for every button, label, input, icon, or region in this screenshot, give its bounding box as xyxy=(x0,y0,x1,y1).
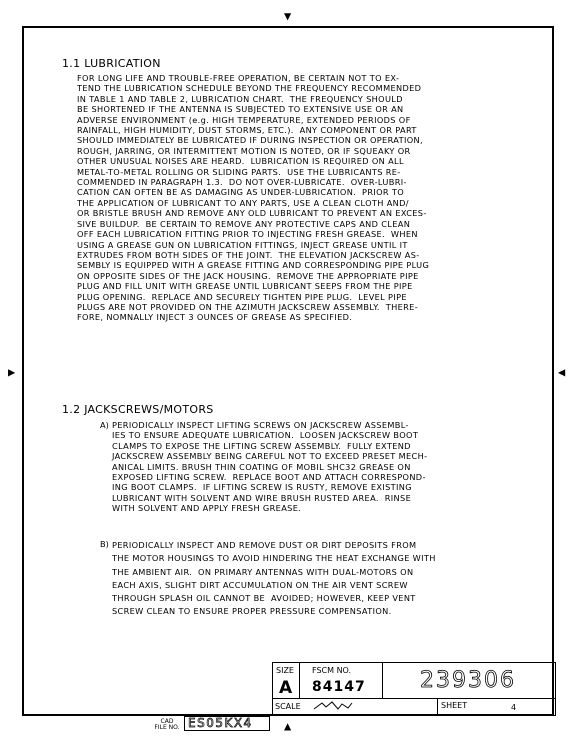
bottom-center-arrow: ▲ xyxy=(284,719,292,733)
text-line: SIVE BUILDUP. BE CERTAIN TO REMOVE ANY PROTECTIVE CAPS AND CLEAN xyxy=(77,218,411,229)
sheet-value: 4 xyxy=(511,703,517,712)
text-line: PLUGS ARE NOT PROVIDED ON THE AZIMUTH JACKSCREW ASSEMBLY. THERE- xyxy=(77,301,418,312)
text-line: SHOULD IMMEDIATELY BE LUBRICATED IF DURING INSPECTION OR OPERATION, xyxy=(77,135,423,146)
scale-scribble xyxy=(312,699,354,713)
size-label: SIZE xyxy=(276,666,294,675)
text-line: EXTRUDES FROM BOTH SIDES OF THE JOINT. THE ELEVATION JACKSCREW AS- xyxy=(77,249,420,260)
text-line: JACKSCREW ASSEMBLY BEING CAREFUL NOT TO EXCEED PRESET MECH- xyxy=(112,451,428,462)
text-line: IES TO ENSURE ADEQUATE LUBRICATION. LOOSEN JACKSCREW BOOT xyxy=(112,430,419,441)
left-center-arrow: ▶ xyxy=(8,365,16,379)
text-line: COMMENDED IN PARAGRAPH 1.3. DO NOT OVER-LUBRICATE. OVER-LUBRI- xyxy=(77,177,407,188)
text-line: CATION CAN OFTEN BE AS DAMAGING AS UNDER-LUBRICATION. PRIOR TO xyxy=(77,187,405,198)
item-a-marker: A) xyxy=(100,420,109,430)
cad-label-bottom: FILE NO. xyxy=(154,724,180,731)
cad-label-top: CAD xyxy=(160,718,174,725)
text-line: THE APPLICATION OF LUBRICANT TO ANY PARTS, USE A CLEAN CLOTH AND/ xyxy=(77,197,409,208)
text-line: OR BRISTLE BRUSH AND REMOVE ANY OLD LUBRICANT TO PREVENT AN EXCES- xyxy=(77,208,427,219)
text-line: LUBRICANT WITH SOLVENT AND WIRE BRUSH RUSTED AREA. RINSE xyxy=(112,492,412,503)
fscm-value: 84147 xyxy=(312,679,366,695)
right-center-arrow: ◀ xyxy=(558,365,566,379)
text-line: PERIODICALLY INSPECT LIFTING SCREWS ON JACKSCREW ASSEMBL- xyxy=(112,420,409,430)
text-line: WITH SOLVENT AND APPLY FRESH GREASE. xyxy=(112,503,302,514)
top-center-arrow: ▼ xyxy=(284,9,292,23)
text-line: PERIODICALLY INSPECT AND REMOVE DUST OR DIRT DEPOSITS FROM xyxy=(112,540,417,550)
text-line: CLAMPS TO EXPOSE THE LIFTING SCREW ASSEMBLY. FULLY EXTEND xyxy=(112,440,411,451)
text-line: PLUG AND FILL UNIT WITH GREASE UNTIL LUBRICANT SEEPS FROM THE PIPE xyxy=(77,281,413,292)
cad-label xyxy=(150,719,184,731)
text-line: ON OPPOSITE SIDES OF THE JACK HOUSING. REMOVE THE APPROPRIATE PIPE xyxy=(77,270,419,281)
text-line: THE AMBIENT AIR. ON PRIMARY ANTENNAS WITH DUAL-MOTORS ON xyxy=(112,566,414,577)
text-line: FOR LONG LIFE AND TROUBLE-FREE OPERATION, BE CERTAIN NOT TO EX- xyxy=(77,73,400,83)
text-line: METAL-TO-METAL ROLLING OR SLIDING PARTS. USE THE LUBRICANTS RE- xyxy=(77,166,401,177)
text-line: EXPOSED LIFTING SCREW. REPLACE BOOT AND ATTACH CORRESPOND- xyxy=(112,472,426,483)
item-b-paragraph xyxy=(112,539,436,619)
text-line: USING A GREASE GUN ON LUBRICATION FITTINGS, INJECT GREASE UNTIL IT xyxy=(77,239,408,250)
lubrication-paragraph xyxy=(77,73,429,323)
text-line: OTHER UNUSUAL NOISES ARE HEARD. LUBRICATION IS REQUIRED ON ALL xyxy=(77,156,404,167)
text-line: OFF EACH LUBRICATION FITTING PRIOR TO INJECTING FRESH GREASE. WHEN xyxy=(77,229,418,240)
sheet-label: SHEET xyxy=(441,701,468,710)
text-line: TEND THE LUBRICATION SCHEDULE BEYOND THE FREQUENCY RECOMMENDED xyxy=(77,83,422,94)
text-line: THROUGH SPLASH OIL CANNOT BE AVOIDED; HOWEVER, KEEP VENT xyxy=(112,593,416,604)
text-line: ROUGH, JARRING, OR INTERMITTENT MOTION IS NOTED, OR IF SQUEAKY OR xyxy=(77,145,411,156)
item-a-paragraph xyxy=(112,420,427,514)
text-line: EACH AXIS, SLIGHT DIRT ACCUMULATION ON THE AIR VENT SCREW xyxy=(112,579,408,590)
text-line: BE SHORTENED IF THE ANTENNA IS SUBJECTED TO EXTENSIVE USE OR AN xyxy=(77,104,404,115)
text-line: THE MOTOR HOUSINGS TO AVOID HINDERING THE HEAT EXCHANGE WITH xyxy=(112,553,436,564)
text-line: ADVERSE ENVIRONMENT (e.g. HIGH TEMPERATURE, EXTENDED PERIODS OF xyxy=(77,114,411,125)
scale-label: SCALE xyxy=(275,702,301,711)
size-value: A xyxy=(279,678,293,698)
section-heading-jackscrews: 1.2 JACKSCREWS/MOTORS xyxy=(62,403,214,416)
text-line: SEMBLY IS EQUIPPED WITH A GREASE FITTING AND CORRESPONDING PIPE PLUG xyxy=(77,260,430,271)
text-line: ING BOOT CLAMPS. IF LIFTING SCREW IS RUSTY, REMOVE EXISTING xyxy=(112,482,412,493)
text-line: FORE, NOMNALLY INJECT 3 OUNCES OF GREASE AS SPECIFIED. xyxy=(77,312,353,323)
text-line: SCREW CLEAN TO ENSURE PROPER PRESSURE COMPENSATION. xyxy=(112,606,392,617)
text-line: IN TABLE 1 AND TABLE 2, LUBRICATION CHART. THE FREQUENCY SHOULD xyxy=(77,93,403,104)
fscm-label: FSCM NO. xyxy=(312,666,352,675)
section-heading-lubrication: 1.1 LUBRICATION xyxy=(62,57,161,70)
cad-file-number: ES05KX4 xyxy=(188,716,253,730)
drawing-number: 239306 xyxy=(420,668,516,693)
text-line: PLUG OPENING. REPLACE AND SECURELY TIGHTEN PIPE PLUG. LEVEL PIPE xyxy=(77,291,407,302)
item-b-marker: B) xyxy=(100,539,109,549)
text-line: ANICAL LIMITS. BRUSH THIN COATING OF MOBIL SHC32 GREASE ON xyxy=(112,461,411,472)
text-line: RAINFALL, HIGH HUMIDITY, DUST STORMS, ETC.). ANY COMPONENT OR PART xyxy=(77,125,417,136)
